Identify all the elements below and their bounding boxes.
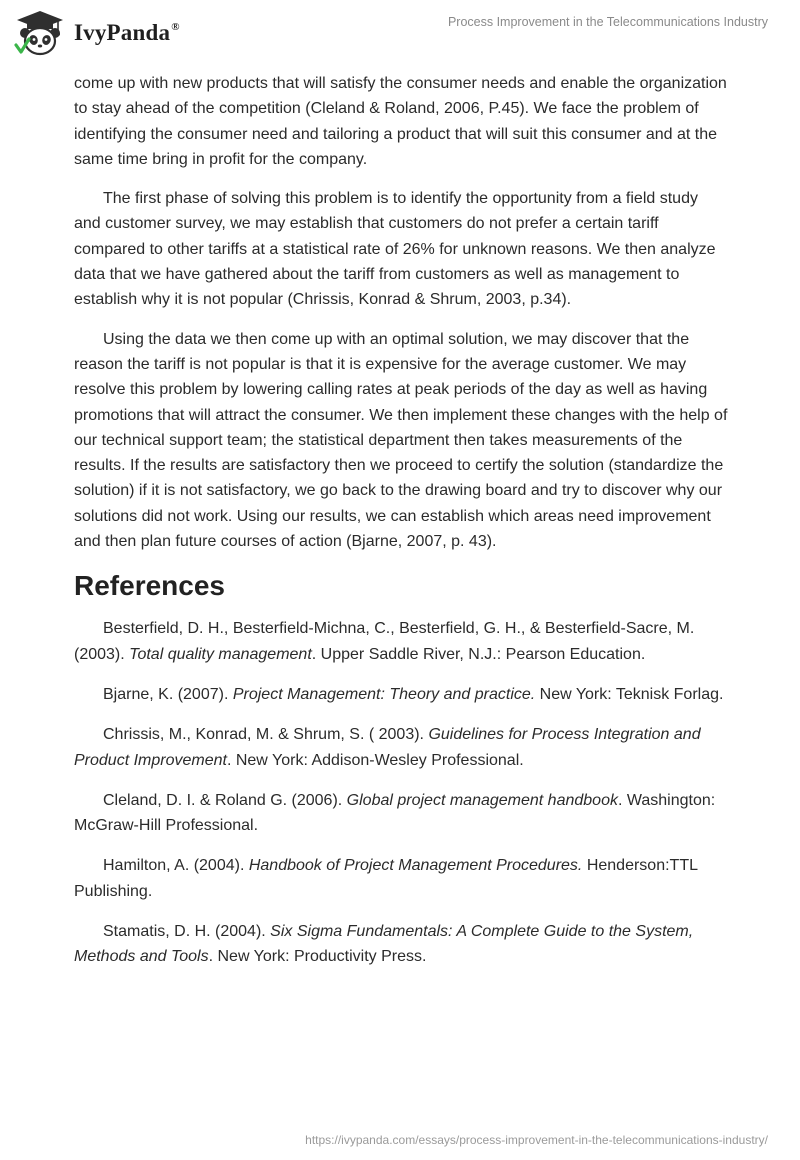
references-heading: References <box>74 570 225 602</box>
reference-entry: Chrissis, M., Konrad, M. & Shrum, S. ( 2003). Guidelines for Process Integration and Product Improvement. New York: Addison-Wesley Professional. <box>74 726 701 769</box>
essay-content <box>74 71 729 985</box>
ivypanda-logo[interactable] <box>14 9 214 57</box>
body-paragraph: come up with new products that will satisfy the consumer needs and enable the organization to stay ahead of the competition (Cleland & Roland, 2006, P.45). We face the problem of identifying the consumer need and tailoring a product that will suit this consumer and at the same time bring in profit for the company. <box>74 75 727 168</box>
page-header <box>0 0 800 70</box>
reference-entry: Cleland, D. I. & Roland G. (2006). Global project management handbook. Washington: McGraw-Hill Professional. <box>74 791 716 835</box>
body-paragraph: The first phase of solving this problem is to identify the opportunity from a field study and customer survey, we may establish that customers do not prefer a certain tariff compared to other tariffs at a statistical rate of 26% for unknown reasons. We then analyze data that we have gathered about the tariff from customers as well as management to establish why it is not popular (Chrissis, Konrad & Shrum, 2003, p.34). <box>74 190 716 309</box>
reference-entry: Besterfield, D. H., Besterfield-Michna, C., Besterfield, G. H., & Besterfield-Sacre, M. (2003). Total quality management. Upper Saddle River, N.J.: Pearson Education. <box>74 620 695 663</box>
body-paragraph: Using the data we then come up with an optimal solution, we may discover that the reason the tariff is not popular is that it is expensive for the average customer. We may resolve this problem by lowering calling rates at peak periods of the day as well as having promotions that will attract the consumer. We then implement these changes with the help of our technical support team; the statistical department then takes measurements of the results. If the results are satisfactory then we proceed to certify the solution (standardize the solution) if it is not satisfactory, we go back to the drawing board and try to discover why our solutions did not work. Using our results, we can establish which areas need improvement and then plan future courses of action (Bjarne, 2007, p. 43). <box>74 330 728 551</box>
document-title: Process Improvement in the Telecommunications Industry <box>447 15 768 29</box>
reference-entry: Hamilton, A. (2004). Handbook of Project Management Procedures. Henderson:TTL Publishing. <box>74 857 698 900</box>
panda-graduate-icon <box>14 9 66 57</box>
source-url[interactable]: https://ivypanda.com/essays/process-improvement-in-the-telecommunications-industry/ <box>305 1133 768 1147</box>
reference-entry: Bjarne, K. (2007). Project Management: Theory and practice. New York: Teknisk Forlag. <box>103 685 724 703</box>
reference-entry: Stamatis, D. H. (2004). Six Sigma Fundamentals: A Complete Guide to the System, Methods and Tools. New York: Productivity Press. <box>74 923 694 966</box>
brand-name: IvyPanda® <box>74 20 180 45</box>
